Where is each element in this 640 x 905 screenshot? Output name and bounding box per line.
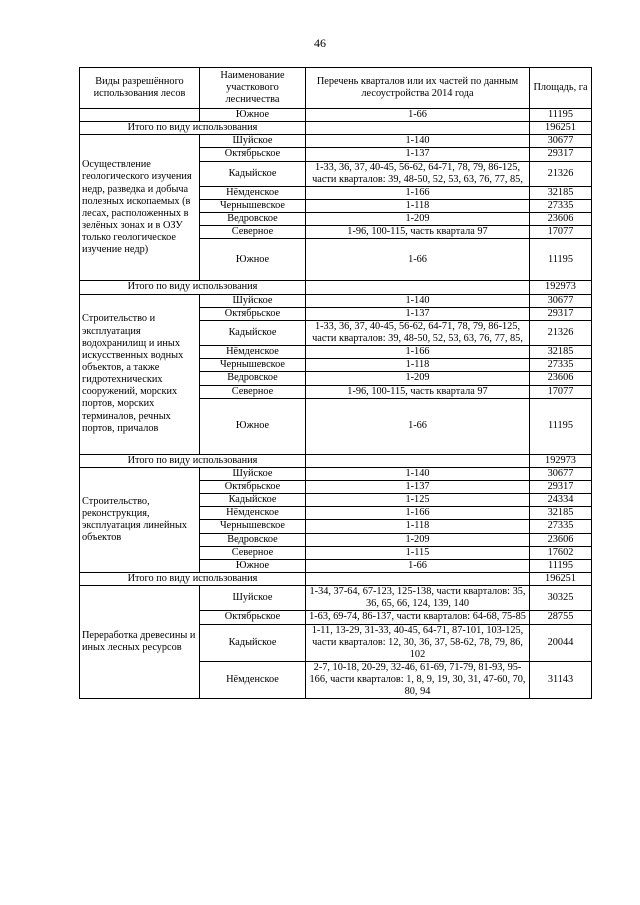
quarters-cell: 1-66 — [306, 109, 530, 122]
quarters-cell: 1-140 — [306, 467, 530, 480]
quarters-cell: 1-140 — [306, 135, 530, 148]
quarters-cell: 2-7, 10-18, 20-29, 32-46, 61-69, 71-79, 81-93, 95-166, части кварталов: 1, 8, 9, 19, 30, 31, 47-60, 70, 80, 94 — [306, 661, 530, 698]
forestry-cell: Чернышевское — [200, 520, 306, 533]
forestry-cell: Южное — [200, 398, 306, 454]
quarters-cell: 1-33, 36, 37, 40-45, 56-62, 64-71, 78, 79, 86-125, части кварталов: 39, 48-50, 52, 53, 63, 76, 77, 85, — [306, 161, 530, 186]
quarters-cell: 1-96, 100-115, часть квартала 97 — [306, 385, 530, 398]
area-cell: 27335 — [530, 199, 592, 212]
page-number: 46 — [314, 36, 326, 50]
area-cell: 21326 — [530, 161, 592, 186]
table-row — [80, 294, 592, 307]
quarters-cell: 1-137 — [306, 307, 530, 320]
header-usage-type: Виды разрешённого использования лесов — [80, 68, 200, 109]
area-cell: 30677 — [530, 135, 592, 148]
forestry-cell: Ведровское — [200, 533, 306, 546]
quarters-cell: 1-209 — [306, 213, 530, 226]
area-cell: 32185 — [530, 346, 592, 359]
quarters-cell: 1-66 — [306, 239, 530, 281]
forestry-cell: Шуйское — [200, 135, 306, 148]
total-value: 192973 — [530, 281, 592, 294]
purpose-cell: Переработка древесины и иных лесных ресурсов — [80, 586, 200, 699]
forestry-cell: Шуйское — [200, 294, 306, 307]
total-label: Итого по виду использования — [80, 572, 306, 585]
total-value: 196251 — [530, 572, 592, 585]
quarters-cell: 1-166 — [306, 507, 530, 520]
total-value: 196251 — [530, 122, 592, 135]
quarters-cell: 1-209 — [306, 372, 530, 385]
area-cell: 11195 — [530, 559, 592, 572]
total-empty-cell — [306, 281, 530, 294]
header-area: Площадь, га — [530, 68, 592, 109]
total-row — [80, 122, 592, 135]
forestry-cell: Чернышевское — [200, 199, 306, 212]
quarters-cell: 1-118 — [306, 359, 530, 372]
forestry-cell: Октябрьское — [200, 480, 306, 493]
purpose-cell: Осуществление геологического изучения недр, разведка и добыча полезных ископаемых (в лесах, расположенных в зелёных зонах и в ОЗУ только геологическое изучение недр) — [80, 135, 200, 281]
forestry-cell: Южное — [200, 239, 306, 281]
table-row — [80, 467, 592, 480]
forestry-cell: Октябрьское — [200, 307, 306, 320]
area-cell: 31143 — [530, 661, 592, 698]
table-row — [80, 135, 592, 148]
total-value: 192973 — [530, 454, 592, 467]
area-cell: 29317 — [530, 148, 592, 161]
area-cell: 11195 — [530, 239, 592, 281]
quarters-cell: 1-66 — [306, 398, 530, 454]
forestry-cell: Кадыйское — [200, 624, 306, 661]
quarters-cell: 1-115 — [306, 546, 530, 559]
quarters-cell: 1-137 — [306, 480, 530, 493]
forestry-cell: Ведровское — [200, 213, 306, 226]
quarters-cell: 1-66 — [306, 559, 530, 572]
area-cell: 24334 — [530, 494, 592, 507]
purpose-cell: Строительство и эксплуатация водохранилищ и иных искусственных водных объектов, а также гидротехнических сооружений, морских портов, морских терминалов, речных портов, причалов — [80, 294, 200, 454]
table-row — [80, 586, 592, 611]
area-cell: 27335 — [530, 359, 592, 372]
forestry-cell: Нёмденское — [200, 346, 306, 359]
quarters-cell: 1-96, 100-115, часть квартала 97 — [306, 226, 530, 239]
total-row — [80, 281, 592, 294]
table-row — [80, 109, 592, 122]
quarters-cell: 1-11, 13-29, 31-33, 40-45, 64-71, 87-101, 103-125, части кварталов: 12, 30, 36, 37, 58-62, 78, 79, 86, 102 — [306, 624, 530, 661]
header-quarters: Перечень кварталов или их частей по данным лесоустройства 2014 года — [306, 68, 530, 109]
forestry-cell: Кадыйское — [200, 494, 306, 507]
forestry-cell: Шуйское — [200, 586, 306, 611]
forestry-cell: Южное — [200, 109, 306, 122]
quarters-cell: 1-34, 37-64, 67-123, 125-138, части кварталов: 35, 36, 65, 66, 124, 139, 140 — [306, 586, 530, 611]
quarters-cell: 1-125 — [306, 494, 530, 507]
area-cell: 27335 — [530, 520, 592, 533]
forestry-cell: Чернышевское — [200, 359, 306, 372]
total-label: Итого по виду использования — [80, 281, 306, 294]
forestry-cell: Октябрьское — [200, 611, 306, 624]
total-label: Итого по виду использования — [80, 122, 306, 135]
quarters-cell: 1-140 — [306, 294, 530, 307]
forestry-cell: Шуйское — [200, 467, 306, 480]
area-cell: 30677 — [530, 467, 592, 480]
total-empty-cell — [306, 122, 530, 135]
quarters-cell: 1-137 — [306, 148, 530, 161]
total-row — [80, 572, 592, 585]
area-cell: 30325 — [530, 586, 592, 611]
header-row — [80, 68, 592, 109]
forestry-cell: Северное — [200, 226, 306, 239]
total-row — [80, 454, 592, 467]
area-cell: 17602 — [530, 546, 592, 559]
area-cell: 11195 — [530, 398, 592, 454]
area-cell: 29317 — [530, 480, 592, 493]
forest-usage-table — [79, 67, 592, 699]
quarters-cell: 1-209 — [306, 533, 530, 546]
area-cell: 11195 — [530, 109, 592, 122]
forestry-cell: Южное — [200, 559, 306, 572]
area-cell: 23606 — [530, 213, 592, 226]
forestry-cell: Нёмденское — [200, 186, 306, 199]
forestry-cell: Нёмденское — [200, 507, 306, 520]
header-forestry: Наименование участкового лесничества — [200, 68, 306, 109]
forestry-cell: Северное — [200, 546, 306, 559]
forestry-cell: Кадыйское — [200, 161, 306, 186]
forestry-cell: Нёмденское — [200, 661, 306, 698]
forestry-cell: Северное — [200, 385, 306, 398]
area-cell: 30677 — [530, 294, 592, 307]
area-cell: 21326 — [530, 320, 592, 345]
total-empty-cell — [306, 572, 530, 585]
quarters-cell: 1-118 — [306, 199, 530, 212]
area-cell: 23606 — [530, 372, 592, 385]
area-cell: 28755 — [530, 611, 592, 624]
quarters-cell: 1-166 — [306, 346, 530, 359]
area-cell: 17077 — [530, 385, 592, 398]
forestry-cell: Ведровское — [200, 372, 306, 385]
quarters-cell: 1-166 — [306, 186, 530, 199]
total-empty-cell — [306, 454, 530, 467]
area-cell: 20044 — [530, 624, 592, 661]
area-cell: 23606 — [530, 533, 592, 546]
purpose-cell: Строительство, реконструкция, эксплуатация линейных объектов — [80, 467, 200, 572]
area-cell: 29317 — [530, 307, 592, 320]
area-cell: 32185 — [530, 186, 592, 199]
purpose-cell-empty — [80, 109, 200, 122]
total-label: Итого по виду использования — [80, 454, 306, 467]
area-cell: 17077 — [530, 226, 592, 239]
forestry-cell: Октябрьское — [200, 148, 306, 161]
quarters-cell: 1-118 — [306, 520, 530, 533]
quarters-cell: 1-63, 69-74, 86-137, части кварталов: 64-68, 75-85 — [306, 611, 530, 624]
forestry-cell: Кадыйское — [200, 320, 306, 345]
area-cell: 32185 — [530, 507, 592, 520]
quarters-cell: 1-33, 36, 37, 40-45, 56-62, 64-71, 78, 79, 86-125, части кварталов: 39, 48-50, 52, 53, 63, 76, 77, 85, — [306, 320, 530, 345]
